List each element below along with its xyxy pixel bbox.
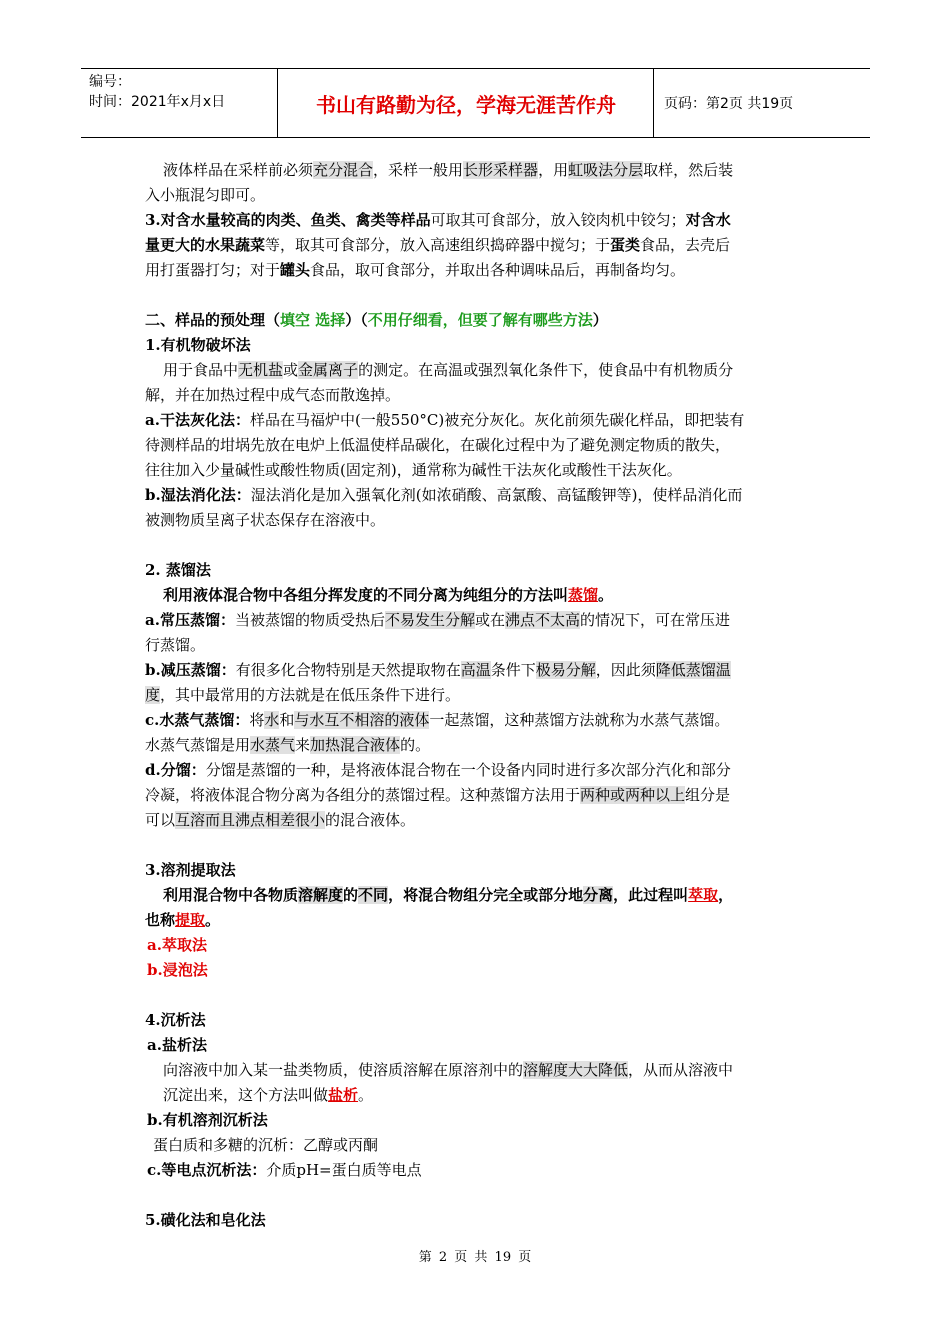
paragraph-line: 水蒸气蒸馏是用水蒸气来加热混合液体的。: [145, 736, 431, 754]
paragraph-salting-out: 向溶液中加入某一盐类物质，使溶质溶解在原溶剂中的溶解度大大降低，从而从溶液中: [163, 1061, 734, 1079]
page-footer: 第 2 页 共 19 页: [418, 1250, 532, 1265]
paragraph-normal-distillation: a.常压蒸馏：当被蒸馏的物质受热后不易发生分解或在沸点不太高的情况下，可在常压进: [145, 611, 731, 629]
paragraph-liquid-sampling: 液体样品在采样前必须充分混合，采样一般用长形采样器，用虹吸法分层取样，然后装: [163, 161, 734, 179]
paragraph-line: 用于食品中无机盐或金属离子的测定。在高温或强烈氧化条件下，使食品中有机物质分: [163, 361, 734, 379]
paragraph-line: 也称提取。: [145, 911, 221, 929]
paragraph-line: 沉淀出来，这个方法叫做盐析。: [163, 1086, 374, 1104]
paragraph-distillation-def: 利用液体混合物中各组分挥发度的不同分离为纯组分的方法叫蒸馏。: [163, 586, 614, 604]
header-meta: [81, 69, 278, 137]
paragraph-vacuum-distillation: b.减压蒸馏：有很多化合物特别是天然提取物在高温条件下极易分解，因此须降低蒸馏温: [145, 661, 731, 679]
date-label: 时间：2021年x月x日: [89, 94, 226, 110]
paragraph-line: 入小瓶混匀即可。: [145, 186, 266, 204]
paragraph-dry-ashing: a.干法灰化法：样品在马福炉中(一般550°C)被充分灰化。灰化前须先碳化样品，即把装有: [145, 411, 745, 429]
document-body: [145, 158, 810, 1233]
paragraph-line: 被测物质呈离子状态保存在溶液中。: [145, 511, 386, 529]
paragraph-line: 往往加入少量碱性或酸性物质(固定剂)，通常称为碱性干法灰化或酸性干法灰化。: [145, 461, 682, 479]
subheading-solvent-extraction: 3.溶剂提取法: [145, 861, 236, 879]
paragraph-extraction-def: 利用混合物中各物质溶解度的不同，将混合物组分完全或部分地分离，此过程叫萃取，: [163, 886, 734, 904]
subheading-distillation: 2. 蒸馏法: [145, 561, 211, 579]
page-header: [81, 68, 870, 138]
item-salting-out: a.盐析法: [147, 1036, 207, 1054]
code-label: 编号：: [89, 74, 131, 90]
section-heading-pretreatment: 二、样品的预处理（填空 选择）（不用仔细看，但要了解有哪些方法）: [145, 311, 608, 329]
item-extraction-method: a.萃取法: [147, 936, 207, 954]
item-soaking-method: b.浸泡法: [147, 961, 208, 979]
header-motto: 书山有路勤为径，学海无涯苦作舟: [279, 69, 654, 137]
paragraph-meat-samples: 3.对含水量较高的肉类、鱼类、禽类等样品可取其可食部分，放入铰肉机中铰匀；对含水: [145, 211, 731, 229]
paragraph-line: 蛋白质和多糖的沉析：乙醇或丙酮: [153, 1136, 379, 1154]
paragraph-line: 量更大的水果蔬菜等，取其可食部分，放入高速组织捣碎器中搅匀；于蛋类食品，去壳后: [145, 236, 731, 254]
paragraph-line: 可以互溶而且沸点相差很小的混合液体。: [145, 811, 416, 829]
paragraph-line: 行蒸馏。: [145, 636, 206, 654]
subheading-organic-destruction: 1.有机物破坏法: [145, 336, 251, 354]
paragraph-line: 用打蛋器打匀；对于罐头食品，取可食部分，并取出各种调味品后，再制备均匀。: [145, 261, 686, 279]
paragraph-fractional-distillation: d.分馏：分馏是蒸馏的一种，是将液体混合物在一个设备内同时进行多次部分汽化和部分: [145, 761, 731, 779]
item-isoelectric-precipitation: c.等电点沉析法：介质pH=蛋白质等电点: [147, 1161, 422, 1179]
paragraph-line: 度，其中最常用的方法就是在低压条件下进行。: [145, 686, 461, 704]
header-page-info: 页码：第2页 共19页: [664, 96, 794, 112]
paragraph-wet-digestion: b.湿法消化法：湿法消化是加入强氧化剂(如浓硝酸、高氯酸、高锰酸钾等)，使样品消化而: [145, 486, 743, 504]
paragraph-line: 待测样品的坩埚先放在电炉上低温使样品碳化，在碳化过程中为了避免测定物质的散失，: [145, 436, 731, 454]
paragraph-line: 解，并在加热过程中成气态而散逸掉。: [145, 386, 401, 404]
subheading-precipitation: 4.沉析法: [145, 1011, 206, 1029]
paragraph-line: 冷凝，将液体混合物分离为各组分的蒸馏过程。这种蒸馏方法用于两种或两种以上组分是: [145, 786, 731, 804]
paragraph-steam-distillation: c.水蒸气蒸馏：将水和与水互不相溶的液体一起蒸馏，这种蒸馏方法就称为水蒸气蒸馏。: [145, 711, 730, 729]
subheading-sulfonation-saponification: 5.磺化法和皂化法: [145, 1211, 266, 1229]
item-organic-solvent-precipitation: b.有机溶剂沉析法: [147, 1111, 268, 1129]
